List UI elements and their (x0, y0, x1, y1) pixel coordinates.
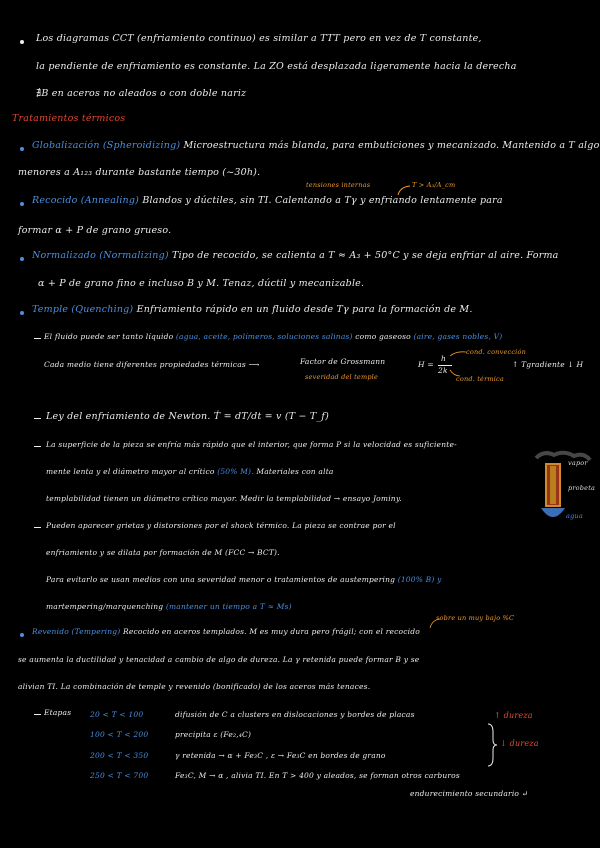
revenido-term: Revenido (Tempering) (32, 627, 121, 636)
dash (34, 527, 41, 528)
revenido-line-3: alivian TI. La combinación de temple y revenido (bonificado) de los aceros más tenaces. (18, 682, 371, 691)
temple-fluid-a: El fluido puede ser tanto líquido (44, 332, 174, 341)
intro-line-1: Los diagramas CCT (enfriamiento continuo) es similar a TTT pero en vez de T constante, (36, 33, 482, 44)
revenido-line-1a: Recocido en aceros templados. M es muy dura (122, 627, 309, 636)
h-formula: H = (418, 360, 434, 369)
jominy-probe-label: probeta (568, 484, 596, 492)
superficie-line-2 (46, 467, 334, 476)
bullet (20, 257, 24, 261)
dash (34, 714, 41, 715)
bullet (20, 147, 24, 151)
temple-fluid (44, 332, 502, 341)
etapa-range: 200 < T < 350 (90, 751, 149, 760)
etapa-range: 20 < T < 100 (90, 710, 144, 719)
newton-law: Ley del enfriamiento de Newton. Ṫ = dT/dt = v (T − T_f) (46, 411, 329, 422)
recocido-text-b: Calentando a (274, 195, 342, 206)
etapa-text: difusión de C a clusters en dislocaciones y bordes de placas (175, 710, 415, 719)
intro-line-3: ∄B en aceros no aleados o con doble nariz (36, 88, 247, 99)
grietas-ms-note: (mantener un tiempo a T ≈ Ms) (165, 602, 292, 611)
note-tensiones-internas: tensiones internas (306, 181, 371, 189)
superficie-line-1: La superficie de la pieza se enfría más rápido que el interior, que forma P si la velocidad es suficiente- (46, 440, 457, 449)
recocido-text-a: Blandos y dúctiles, sin (142, 195, 255, 206)
recocido-term: Recocido (Annealing) (32, 195, 140, 206)
jominy-water-label: agua (566, 512, 583, 520)
bullet (20, 40, 24, 44)
dureza-up: ↑ dureza (494, 711, 533, 720)
jominy-vapor-label: vapor (568, 459, 588, 467)
revenido-line-1b: pero frágil; con el recocido (311, 627, 420, 636)
globalizacion-line-2: menores a A₁₂₃ durante bastante tiempo (~30h). (18, 167, 261, 178)
dureza-down: ↓ dureza (500, 739, 539, 748)
etapa-range: 100 < T < 200 (90, 730, 149, 739)
dash (34, 446, 41, 447)
temple-term: Temple (Quenching) (32, 304, 134, 315)
dash (34, 338, 41, 339)
brace-icon (484, 722, 498, 768)
grietas-text-a: Para evitarlo se usan medios con una severidad menor o tratamientos de austempering (46, 575, 396, 584)
endurecimiento-secundario: endurecimiento secundario ↵ (410, 789, 529, 798)
grossmann-label: Factor de Grossmann (300, 357, 386, 366)
superficie-percentage: (50% M). (217, 467, 254, 476)
recocido-line-2: formar α + P de grano grueso. (18, 225, 172, 236)
temple-fluid-gases: (aire, gases nobles, V) (413, 332, 503, 341)
etapas-label: Etapas (44, 708, 72, 717)
note-arrow-icon (428, 617, 444, 629)
globalizacion-paragraph (32, 140, 600, 151)
normalizado-paragraph (32, 250, 559, 261)
globalizacion-line-1: Microestructura más blanda, para embuticiones y mecanizado. Mantenido a T algo (183, 140, 600, 151)
superficie-text-b: Materiales con alta (256, 467, 334, 476)
temple-paragraph (32, 304, 473, 315)
etapa-range: 250 < T < 700 (90, 771, 149, 780)
severidad-label: severidad del temple (305, 373, 379, 381)
grietas-line-1: Pueden aparecer grietas y distorsiones por el shock térmico. La pieza se contrae por el (46, 521, 396, 530)
etapa-text: precipita ε (Fe₂,₄C) (175, 730, 252, 739)
normalizado-line-2: α + P de grano fino e incluso B y M. Tenaz, dúctil y mecanizable. (38, 278, 365, 289)
temple-medio: Cada medio tiene diferentes propiedades térmicas ⟶ (44, 360, 260, 369)
dash (34, 418, 41, 419)
note-ty: T > A₃/A_cm (412, 181, 456, 189)
intro-line-2: la pendiente de enfriamiento es constante. La ZO está desplazada ligeramente hacia la derecha (36, 61, 517, 72)
temple-line-1: Enfriamiento rápido en un fluido desde Tγ para la formación de M. (136, 304, 473, 315)
normalizado-term: Normalizado (Normalizing) (32, 250, 169, 261)
superficie-line-3: templabilidad tienen un diámetro crítico mayor. Medir la templabilidad → ensayo Jominy. (46, 494, 402, 503)
superficie-text-a: mente lenta y el diámetro mayor al crítico (46, 467, 215, 476)
h-note-arrows-icon (446, 348, 476, 378)
temple-fluid-b: como gaseoso (355, 332, 411, 341)
bullet (20, 633, 24, 637)
recocido-ti: TI. (258, 195, 272, 206)
grietas-line-3 (46, 575, 442, 584)
etapa-text: Fe₃C, M → α , alivia TI. En T > 400 y aleados, se forman otros carburos (175, 771, 460, 780)
grietas-austempering-pct: (100% B) y (397, 575, 442, 584)
temple-fluid-liquids: (agua, aceite, polímeros, soluciones salinas) (175, 332, 353, 341)
etapa-text: γ retenida → α + Fe₃C , ε → Fe₃C en bordes de grano (175, 751, 386, 760)
globalizacion-term: Globalización (Spheroidizing) (32, 140, 181, 151)
normalizado-line-1: Tipo de recocido, se calienta a T ≈ A₃ + 50°C y se deja enfriar al aire. Forma (172, 250, 559, 261)
recocido-ty: Tγ (344, 195, 357, 206)
grietas-line-4 (46, 602, 292, 611)
h-numerator: h (441, 354, 447, 363)
revenido-note: sobre un muy bajo %C (436, 614, 515, 622)
h-note-thermal: cond. térmica (456, 375, 504, 383)
recocido-paragraph (32, 195, 503, 206)
grietas-martempering: martempering/marquenching (46, 602, 164, 611)
bullet (20, 202, 24, 206)
revenido-line-2: se aumenta la ductilidad y tenacidad a cambio de algo de dureza. La γ retenida puede formar B y se (18, 655, 420, 664)
section-title: Tratamientos térmicos (12, 113, 126, 124)
h-effect: ↑ Tgradiente ↓ H (512, 360, 584, 369)
h-denominator: 2k (438, 366, 448, 375)
revenido-paragraph (32, 627, 420, 636)
h-note-convection: cond. convección (466, 348, 526, 356)
grietas-line-2: enfriamiento y se dilata por formación de M (FCC → BCT). (46, 548, 280, 557)
bullet (20, 311, 24, 315)
recocido-text-c: y enfriando lentamente para (360, 195, 503, 206)
